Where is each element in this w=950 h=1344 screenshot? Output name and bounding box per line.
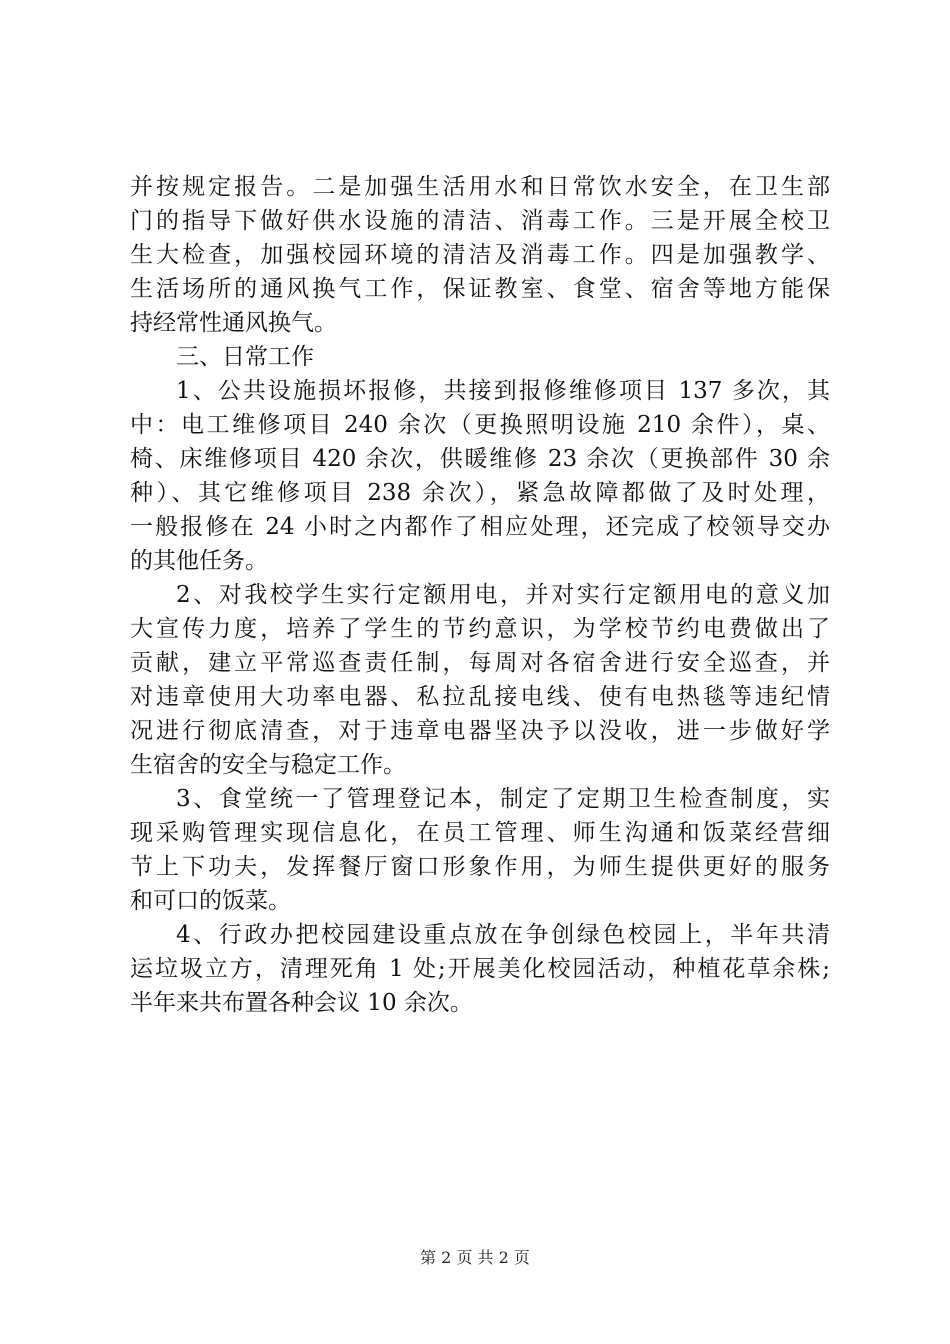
paragraph-line: 门的指导下做好供水设施的清洁、消毒工作。三是开展全校卫	[130, 208, 830, 234]
paragraph-line: 并按规定报告。二是加强生活用水和日常饮水安全，在卫生部	[130, 174, 830, 200]
section-heading: 三、日常工作	[176, 344, 314, 370]
paragraph-line: 半年来共布置各种会议 10 余次。	[130, 990, 473, 1016]
paragraph-line: 现采购管理实现信息化，在员工管理、师生沟通和饭菜经营细	[130, 820, 830, 846]
paragraph-line: 椅、床维修项目 420 余次，供暖维修 23 余次（更换部件 30 余	[130, 446, 830, 472]
paragraph-line: 生活场所的通风换气工作，保证教室、食堂、宿舍等地方能保	[130, 276, 830, 302]
paragraph-line: 4、行政办把校园建设重点放在争创绿色校园上，半年共清	[176, 922, 830, 948]
paragraph-line: 中：电工维修项目 240 余次（更换照明设施 210 余件），桌、	[130, 412, 830, 438]
paragraph-line: 3、食堂统一了管理登记本，制定了定期卫生检查制度，实	[176, 786, 830, 812]
paragraph-line: 节上下功夫，发挥餐厅窗口形象作用，为师生提供更好的服务	[130, 854, 830, 880]
paragraph-line: 况进行彻底清查，对于违章电器坚决予以没收，进一步做好学	[130, 718, 830, 744]
paragraph-line: 对违章使用大功率电器、私拉乱接电线、使有电热毯等违纪情	[130, 684, 830, 710]
paragraph-line: 大宣传力度，培养了学生的节约意识，为学校节约电费做出了	[130, 616, 830, 642]
paragraph-line: 的其他任务。	[130, 548, 268, 574]
paragraph-line: 种）、其它维修项目 238 余次），紧急故障都做了及时处理，	[130, 480, 830, 506]
document-body	[130, 170, 830, 1020]
paragraph-line: 一般报修在 24 小时之内都作了相应处理，还完成了校领导交办	[130, 514, 830, 540]
paragraph-line: 生宿舍的安全与稳定工作。	[130, 752, 406, 778]
paragraph-line: 生大检查，加强校园环境的清洁及消毒工作。四是加强教学、	[130, 242, 830, 268]
paragraph-line: 贡献，建立平常巡查责任制，每周对各宿舍进行安全巡查，并	[130, 650, 830, 676]
paragraph-line: 运垃圾立方，清理死角 1 处;开展美化校园活动，种植花草余株;	[130, 956, 830, 982]
paragraph-line: 1、公共设施损坏报修，共接到报修维修项目 137 多次，其	[176, 378, 830, 404]
page-number-footer: 第 2 页 共 2 页	[420, 1248, 530, 1267]
paragraph-line: 和可口的饭菜。	[130, 888, 291, 914]
paragraph-line: 2、对我校学生实行定额用电，并对实行定额用电的意义加	[176, 582, 830, 608]
paragraph-line: 持经常性通风换气。	[130, 310, 337, 336]
